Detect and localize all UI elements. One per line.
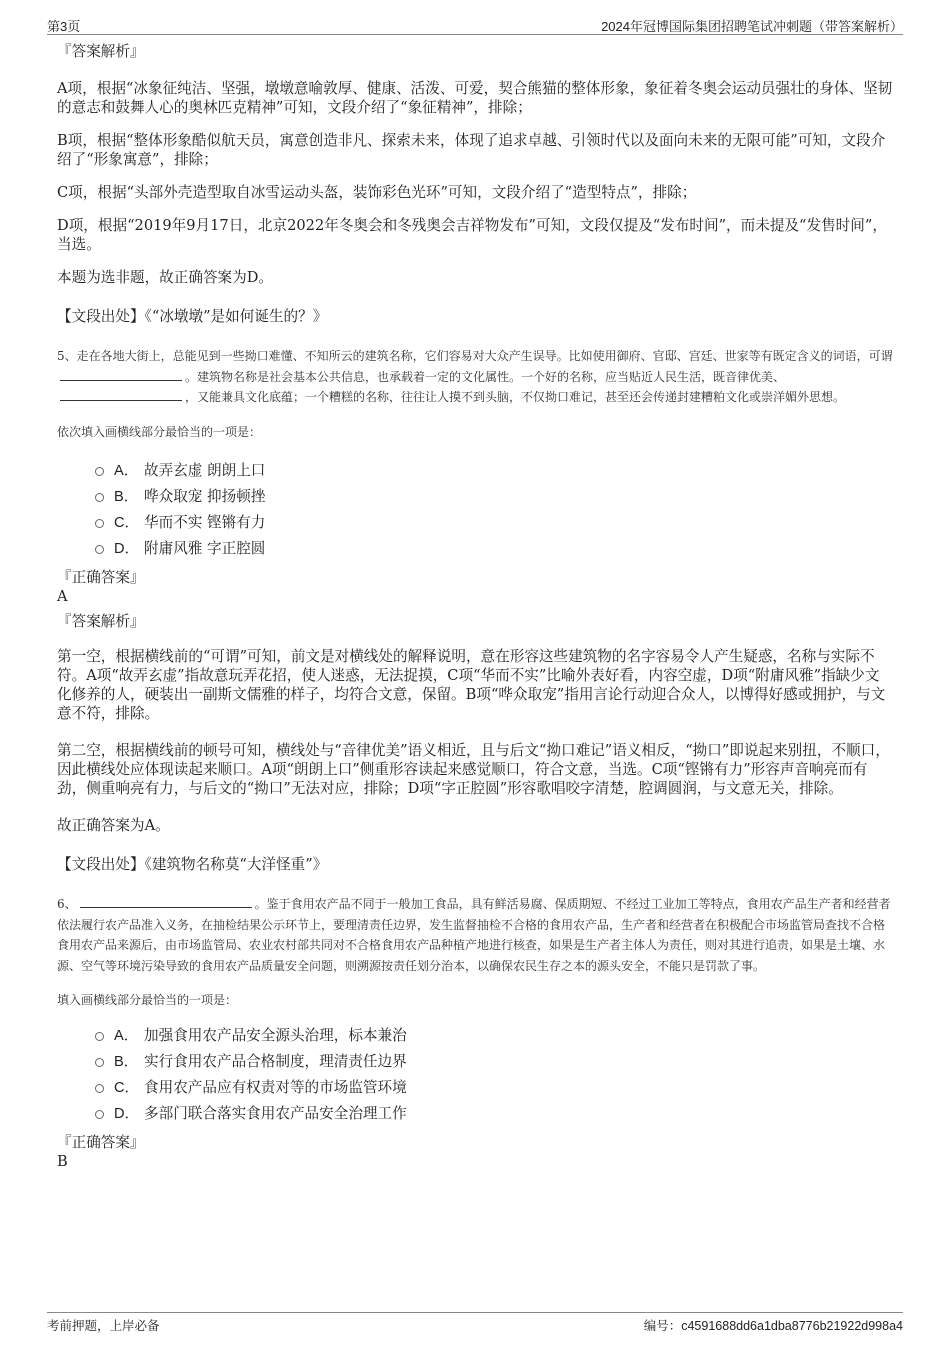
page-number: 第3页 bbox=[47, 19, 81, 34]
fill-blank bbox=[80, 895, 252, 908]
answer-conclusion: 故正确答案为A。 bbox=[57, 817, 170, 834]
footer-slogan: 考前押题，上岸必备 bbox=[47, 1319, 160, 1333]
source-citation: 【文段出处】《建筑物名称莫“大洋怪重”》 bbox=[57, 856, 328, 873]
option-c[interactable]: C． 华而不实 铿锵有力 bbox=[95, 510, 893, 536]
question-5-options bbox=[95, 458, 893, 562]
option-d[interactable]: D． 附庸风雅 字正腔圆 bbox=[95, 536, 893, 562]
radio-icon[interactable] bbox=[95, 519, 104, 528]
page-content bbox=[57, 42, 893, 1171]
radio-icon[interactable] bbox=[95, 1032, 104, 1041]
page-footer bbox=[47, 1312, 903, 1337]
option-c[interactable]: C． 食用农产品应有权责对等的市场监管环境 bbox=[95, 1075, 893, 1101]
radio-icon[interactable] bbox=[95, 1058, 104, 1067]
document-title: 2024年冠博国际集团招聘笔试冲刺题（带答案解析） bbox=[601, 19, 903, 34]
correct-answer-label: 『正确答案』 bbox=[57, 1133, 145, 1151]
question-number: 6、 bbox=[57, 897, 77, 911]
fill-blank bbox=[60, 368, 182, 381]
option-a[interactable]: A． 故弄玄虚 朗朗上口 bbox=[95, 458, 893, 484]
answer-conclusion: 本题为选非题，故正确答案为D。 bbox=[57, 269, 274, 286]
question-6-stem bbox=[57, 894, 893, 976]
analysis-paragraph: B项，根据“整体形象酷似航天员，寓意创造非凡、探索未来，体现了追求卓越、引领时代以及面向未来的无限可能”可知，文段介绍了“形象寓意”，排除； bbox=[57, 132, 886, 168]
question-5-stem bbox=[57, 346, 893, 408]
question-5-stem-part: ，又能兼具文化底蕴；一个糟糕的名称，往往让人摸不到头脑，不仅拗口难记，甚至还会传递封建糟粕文化或崇洋媚外思想。 bbox=[185, 390, 846, 404]
radio-icon[interactable] bbox=[95, 1084, 104, 1093]
analysis-paragraph: D项，根据“2019年9月17日，北京2022年冬奥会和冬残奥会吉祥物发布”可知，文段仅提及“发布时间”，而未提及“发售时间”，当选。 bbox=[57, 217, 887, 253]
analysis-paragraph: C项，根据“头部外壳造型取自冰雪运动头盔，装饰彩色光环”可知，文段介绍了“造型特点”，排除； bbox=[57, 184, 697, 201]
radio-icon[interactable] bbox=[95, 467, 104, 476]
correct-answer-label: 『正确答案』 bbox=[57, 569, 145, 586]
question-6-stem-part: 。鉴于食用农产品不同于一般加工食品，具有鲜活易腐、保质期短、不经过工业加工等特点，食用农产品生产者和经营者依法履行农产品准入义务，在抽检结果公示环节上，要理清责任边界，发生监督抽检不合格的食用农产品，生产者和经营者在积极配合市场监管局查找不合格食用农产品来源后，由市场监管局、农业农村部共同对不合格食用农产品种植产地进行核查，如果是生产者主体人为责任，则对其进行追责，如果是土壤、水源、空气等环境污染导致的食用农产品质量安全问题，则溯源按责任划分治本，以确保农民生存之本的源头安全，不能只是罚款了事。 bbox=[57, 897, 891, 973]
correct-answer: A bbox=[57, 588, 68, 605]
option-b[interactable]: B． 实行食用农产品合格制度，理清责任边界 bbox=[95, 1049, 893, 1075]
question-5-stem-part: 。建筑物名称是社会基本公共信息，也承载着一定的文化属性。一个好的名称，应当贴近人民生活，既音律优美、 bbox=[185, 369, 786, 384]
analysis-label: 『答案解析』 bbox=[57, 43, 145, 60]
source-citation: 【文段出处】《“冰墩墩”是如何诞生的？》 bbox=[57, 308, 328, 325]
page-header bbox=[47, 14, 903, 35]
question-5-stem-part: 5、走在各地大街上，总能见到一些拗口难懂、不知所云的建筑名称，它们容易对大众产生误导。比如使用御府、官邸、宫廷、世家等有既定含义的词语，可谓 bbox=[57, 349, 893, 363]
analysis-label: 『答案解析』 bbox=[57, 613, 145, 630]
radio-icon[interactable] bbox=[95, 545, 104, 554]
radio-icon[interactable] bbox=[95, 1110, 104, 1119]
option-d[interactable]: D． 多部门联合落实食用农产品安全治理工作 bbox=[95, 1101, 893, 1127]
option-b[interactable]: B． 哗众取宠 抑扬顿挫 bbox=[95, 484, 893, 510]
analysis-paragraph: 第二空，根据横线前的顿号可知，横线处与“音律优美”语义相近，且与后文“拗口难记”语义相反，“拗口”即说起来别扭，不顺口，因此横线处应体现读起来顺口。A项“朗朗上口”侧重形容读起来感觉顺口，符合文意，当选。C项“铿锵有力”形容声音响亮而有劲，侧重响亮有力，与后文的“拗口”无法对应，排除；D项“字正腔圆”形容歌唱咬字清楚，腔调圆润，与文意无关，排除。 bbox=[57, 742, 890, 797]
document-serial: 编号：c4591688dd6a1dba8776b21922d998a4 bbox=[643, 1319, 903, 1333]
option-a[interactable]: A． 加强食用农产品安全源头治理，标本兼治 bbox=[95, 1023, 893, 1049]
question-6-options bbox=[95, 1023, 893, 1127]
analysis-paragraph: 第一空，根据横线前的“可谓”可知，前文是对横线处的解释说明，意在形容这些建筑物的名字容易令人产生疑惑，名称与实际不符。A项“故弄玄虚”指故意玩弄花招，使人迷惑，无法捉摸，C项“华而不实”比喻外表好看，内容空虚，D项“附庸风雅”指缺少文化修养的人，硬装出一副斯文儒雅的样子，均符合文意，保留。B项“哗众取宠”指用言论行动迎合众人，以博得好感或拥护，与文意不符，排除。 bbox=[57, 648, 886, 722]
radio-icon[interactable] bbox=[95, 493, 104, 502]
question-5-prompt: 依次填入画横线部分最恰当的一项是： bbox=[57, 424, 262, 439]
correct-answer: B bbox=[57, 1152, 68, 1170]
analysis-paragraph: A项，根据“冰象征纯洁、坚强，墩墩意喻敦厚、健康、活泼、可爱，契合熊猫的整体形象，象征着冬奥会运动员强壮的身体、坚韧的意志和鼓舞人心的奥林匹克精神”可知，文段介绍了“象征精神”，排除； bbox=[57, 80, 893, 116]
question-6-prompt: 填入画横线部分最恰当的一项是： bbox=[57, 993, 238, 1007]
fill-blank bbox=[60, 388, 182, 401]
